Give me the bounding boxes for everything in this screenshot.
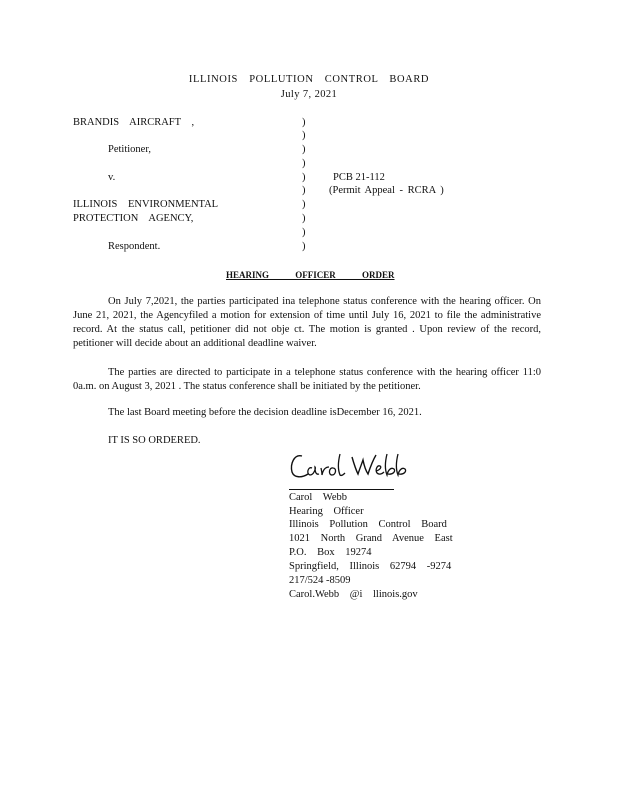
signer-po-box: P.O. Box 19274 (289, 547, 372, 558)
board-name: ILLINOIS POLLUTION CONTROL BOARD (188, 74, 430, 85)
order-date: July 7, 2021 (280, 89, 338, 100)
signer-city: Springfield, Illinois 62794 -9274 (289, 561, 452, 572)
signer-name: Carol Webb (289, 492, 347, 503)
caption-paren: ) (302, 213, 306, 224)
handwritten-signature (288, 448, 412, 484)
paragraph-text: On July 7,2021, the parties participated ina telephone status conference with the hearing officer. On June 21, 2021, the Agencyfiled a motion for extension of time until July 16, 2021 to file the administrative record. At the status call, petitioner did not obje ct. The motion is granted . Upon review of the record, petitioner will decide about an additional deadline waiver. (73, 296, 541, 349)
caption-paren: ) (302, 172, 306, 183)
versus-label: v. (108, 172, 116, 183)
caption-paren: ) (302, 117, 306, 128)
respondent-line-1: ILLINOIS ENVIRONMENTAL (73, 199, 219, 210)
caption-paren: ) (302, 144, 306, 155)
signature-line (289, 489, 394, 490)
case-type: (Permit Appeal - RCRA ) (329, 185, 444, 196)
signer-agency: Illinois Pollution Control Board (289, 519, 447, 530)
signer-street: 1021 North Grand Avenue East (289, 533, 453, 544)
order-paragraph (73, 295, 541, 351)
caption-paren: ) (302, 199, 306, 210)
signer-phone: 217/524 -8509 (289, 575, 351, 586)
caption-paren: ) (302, 130, 306, 141)
caption-paren: ) (302, 185, 306, 196)
respondent-role: Respondent. (108, 241, 161, 252)
caption-paren: ) (302, 241, 306, 252)
case-number: PCB 21-112 (333, 172, 385, 183)
order-title: HEARING OFFICER ORDER (226, 270, 395, 280)
petitioner-name: BRANDIS AIRCRAFT , (73, 117, 195, 128)
caption-paren: ) (302, 227, 306, 238)
paragraph-text: The parties are directed to participate in a telephone status conference with the hearing officer 11:0 0a.m. on August 3, 2021 . The status conference shall be initiated by the petitioner. (73, 367, 541, 392)
paragraph-text: The last Board meeting before the decision deadline isDecember 16, 2021. (108, 407, 422, 418)
signer-email[interactable]: Carol.Webb @i llinois.gov (289, 589, 418, 600)
order-paragraph (73, 366, 541, 394)
respondent-line-2: PROTECTION AGENCY, (73, 213, 194, 224)
caption-paren: ) (302, 158, 306, 169)
order-paragraph (73, 406, 541, 420)
petitioner-role: Petitioner, (108, 144, 152, 155)
closing-statement: IT IS SO ORDERED. (108, 435, 201, 446)
signer-title: Hearing Officer (289, 506, 364, 517)
